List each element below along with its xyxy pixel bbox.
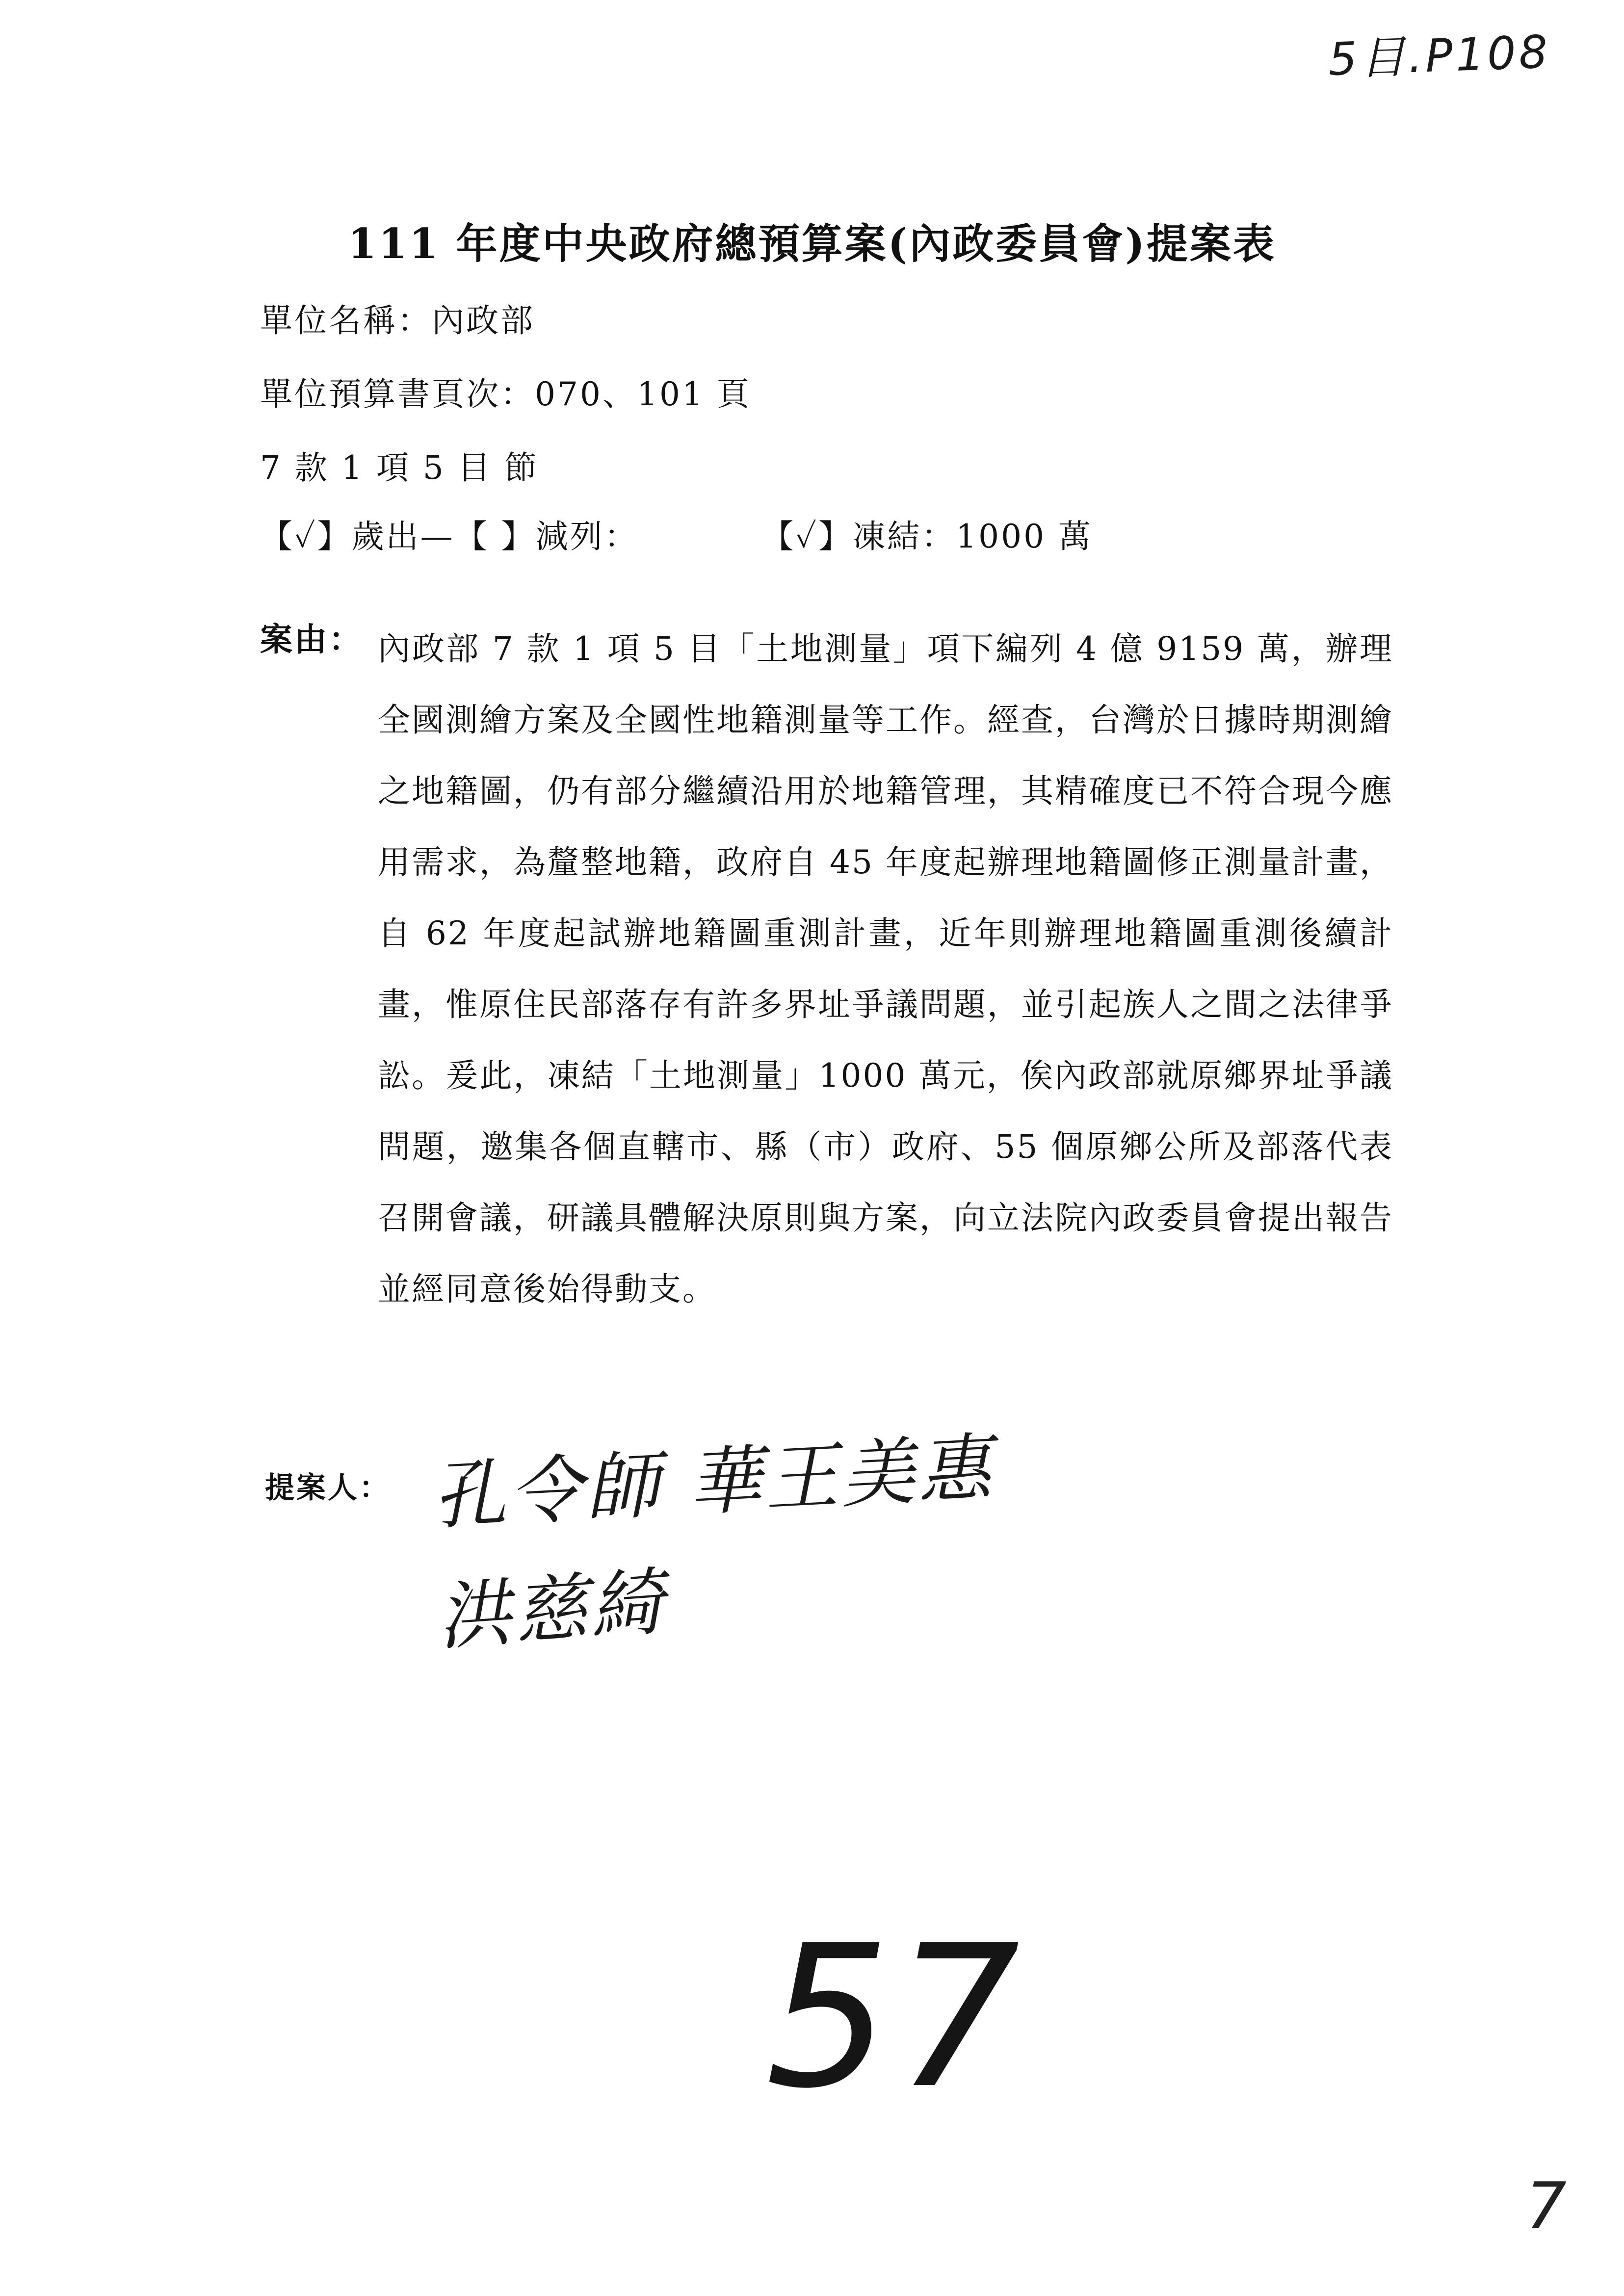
reason-text: 內政部 7 款 1 項 5 目「土地測量」項下編列 4 億 9159 萬，辦理全國測繪方案及全國性地籍測量等工作。經查，台灣於日據時期測繪之地籍圖，仍有部分繼續沿用於地籍管理，其精確度已不符合現今應用需求，為釐整地籍，政府自 45 年度起辦理地籍圖修正測量計畫，自 62 年度起試辦地籍圖重測計畫，近年則辦理地籍圖重測後續計畫，惟原住民部落存有許多界址爭議問題，並引起族人之間之法律爭訟。爰此，凍結「土地測量」1000 萬元，俟內政部就原鄉界址爭議問題，邀集各個直轄市、縣（市）政府、55 個原鄉公所及部落代表召開會議，研議具體解決原則與方案，向立法院內政委員會提出報告並經同意後始得動支。 [378, 630, 1393, 1308]
handwritten-signature-2: 洪慈綺 [434, 1559, 670, 1661]
budget-pages-line: 單位預算書頁次：070、101 頁 [260, 375, 751, 413]
freeze-mark: 【✓】凍結：1000 萬 [761, 518, 1093, 555]
proposer-label: 提案人： [265, 1471, 391, 1505]
document-title: 111 年度中央政府總預算案(內政委員會)提案表 [347, 219, 1277, 268]
unit-name-line: 單位名稱：內政部 [260, 302, 535, 339]
reason-label: 案由： [260, 620, 363, 658]
handwritten-signature-1: 孔令師 華王美惠 [430, 1425, 996, 1540]
handwritten-corner-note: 5目.P108 [1327, 26, 1551, 86]
handwritten-page-number: 7 [1526, 2168, 1567, 2243]
expense-mark: 【✓】歲出—【 】減列： [260, 518, 639, 555]
item-code-line: 7 款 1 項 5 目 節 [260, 449, 539, 487]
handwritten-big-number: 57 [765, 1904, 1025, 2132]
checkbox-marks-line [260, 510, 1093, 557]
